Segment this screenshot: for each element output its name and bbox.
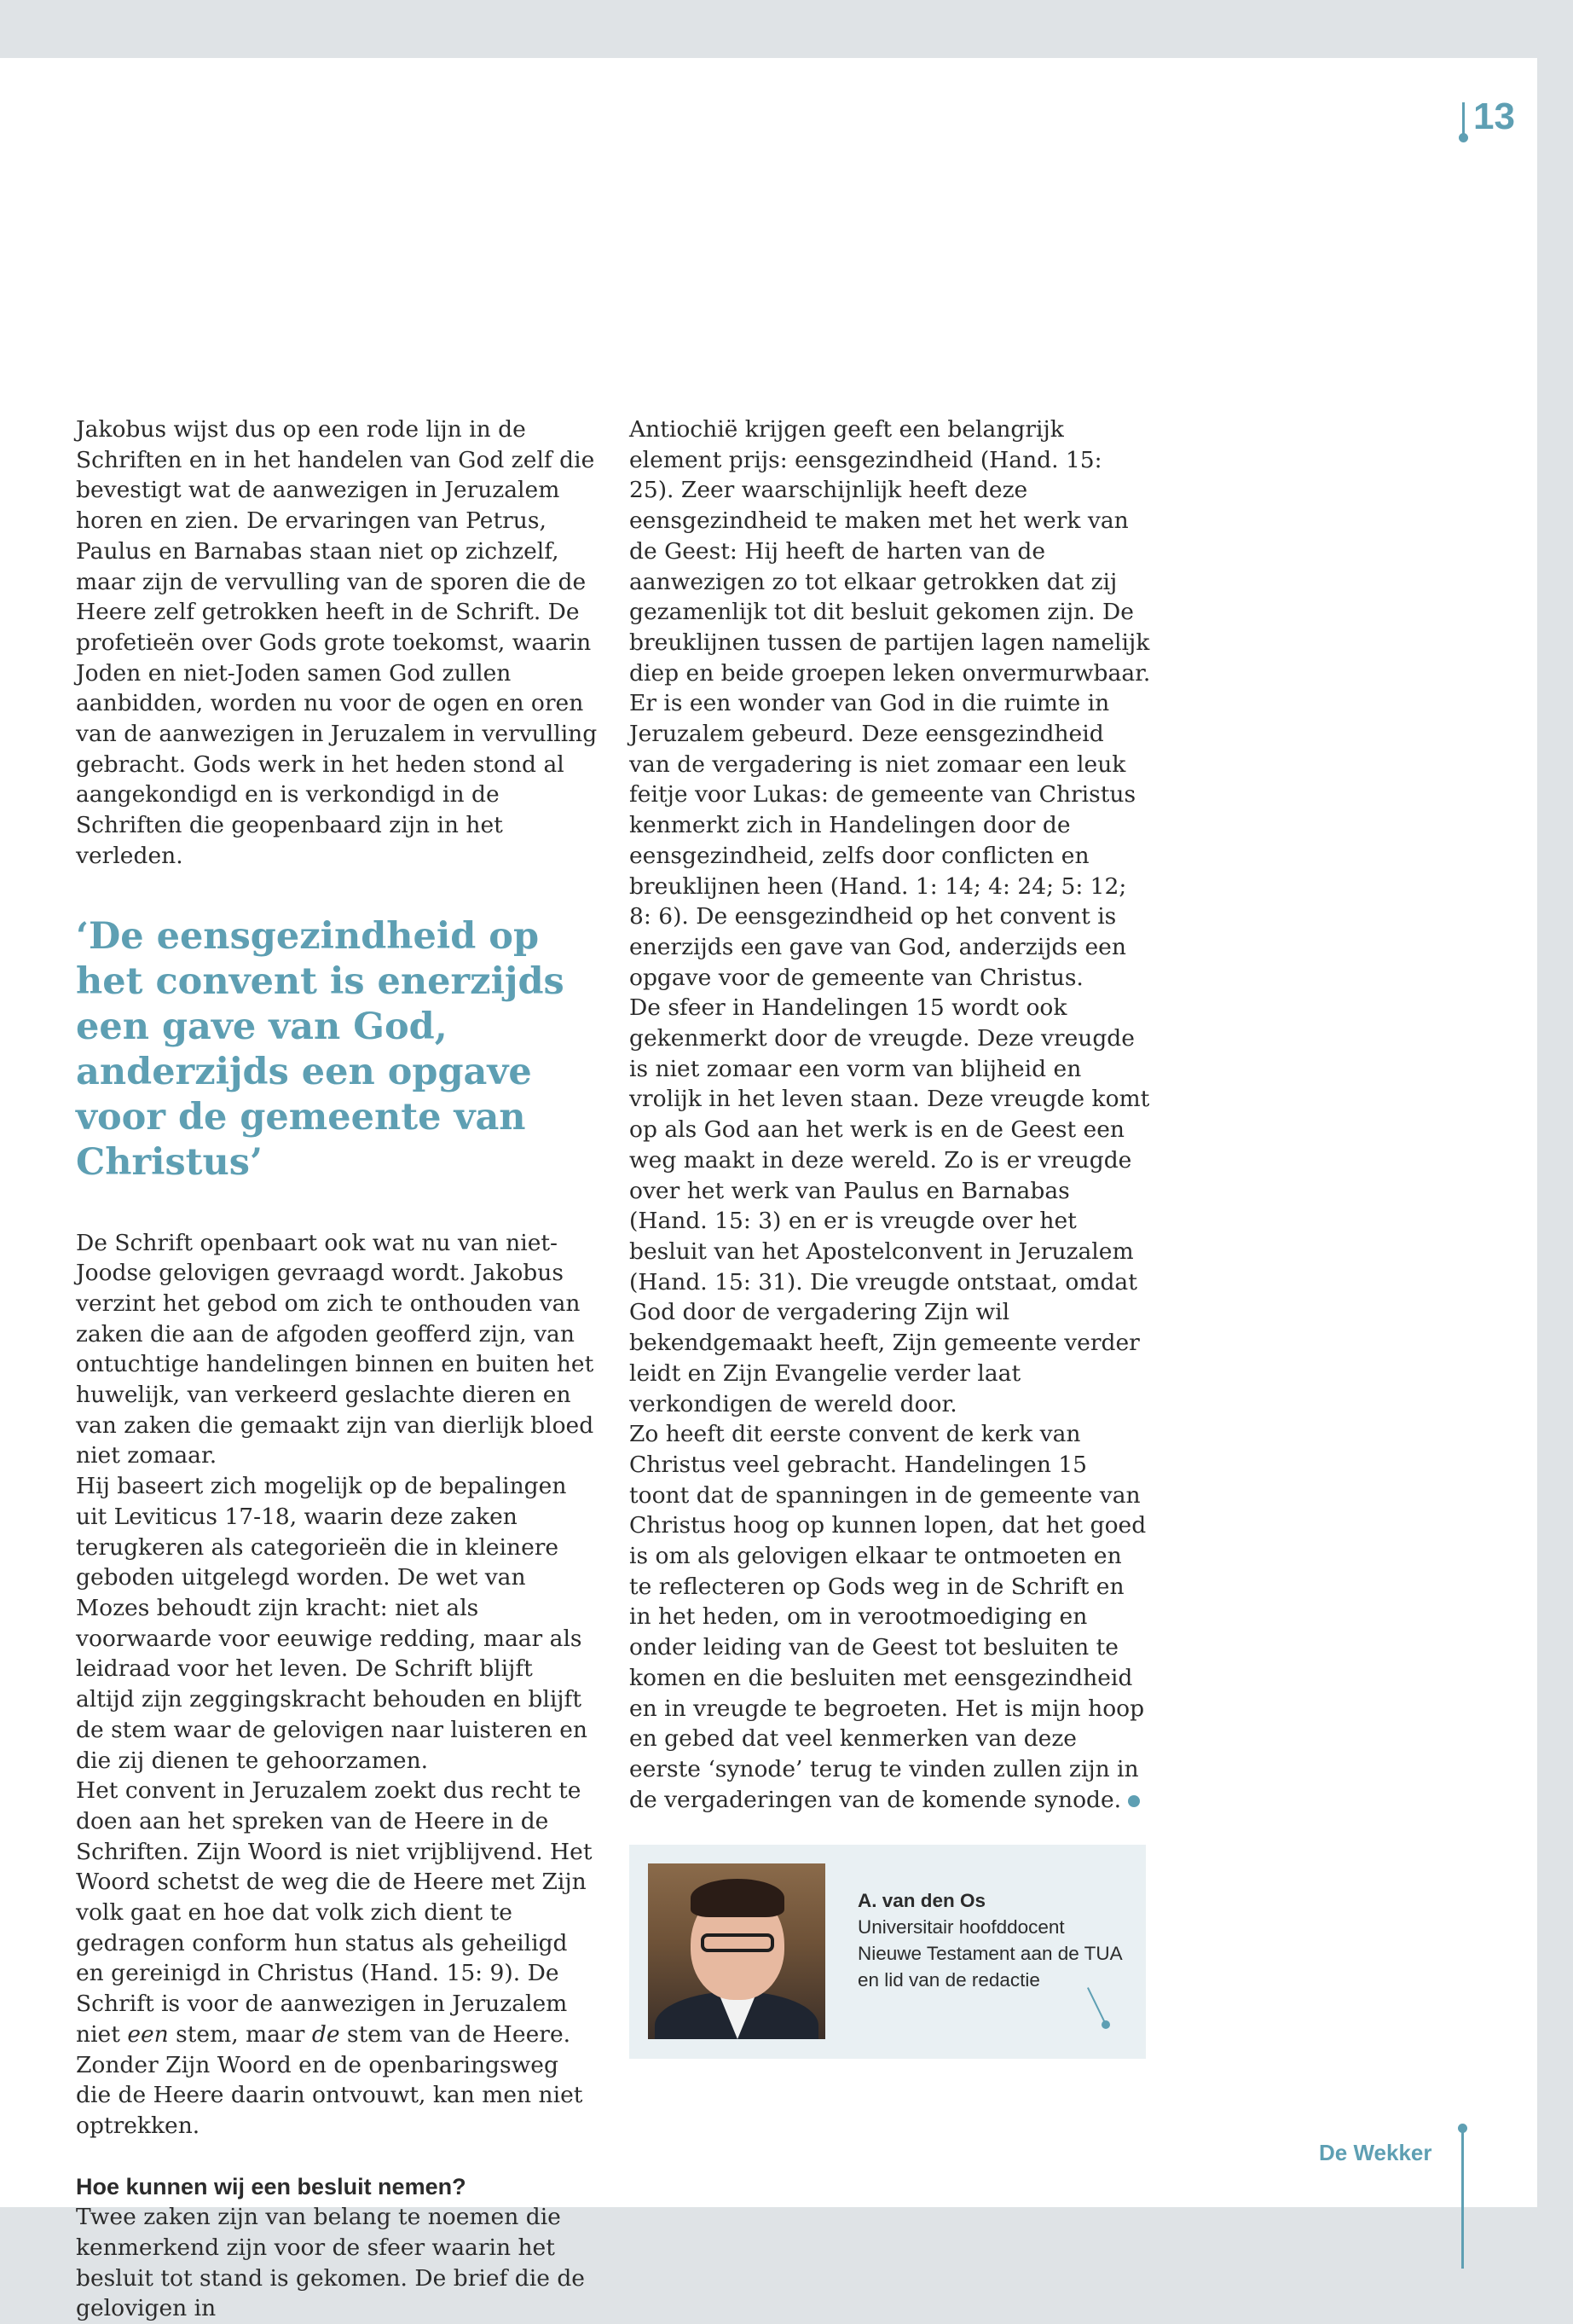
author-photo <box>648 1863 825 2039</box>
body-paragraph: Jakobus wijst dus op een rode lijn in de Schriften en in het handelen van God zelf die bevestigt wat de aanwezigen in Jeruzalem horen en zien. De ervaringen van Petrus, Paulus en Barnabas staan niet op zichzelf, maar zijn de vervulling van de sporen die de Heere zelf getrokken heeft in de Schrift. De profetieën over Gods grote toekomst, waarin Joden en niet-Joden samen God zullen aanbidden, worden nu voor de ogen en oren van de aanwezigen in Jeruzalem in vervulling gebracht. Gods werk in het heden stond al aangekondigd en is verkondigd in de Schriften die geopenbaard zijn in het verleden. <box>76 416 598 869</box>
body-paragraph: Antiochië krijgen geeft een belangrijk element prijs: eensgezindheid (Hand. 15: 25). Zeer waarschijnlijk heeft deze eensgezindheid te maken met het werk van de Geest: Hij heeft de harten van de aanwezigen zo tot elkaar getrokken dat zij gezamenlijk tot dit besluit gekomen zijn. De breuklijnen tussen de partijen lagen namelijk diep en beide groepen leken onvermurwbaar. Er is een wonder van God in die ruimte in Jeruzalem gebeurd. Deze eensgezindheid van de vergadering is niet zomaar een leuk feitje voor Lukas: de gemeente van Christus kenmerkt zich in Handelingen door de eensgezindheid, zelfs door conflicten en breuklijnen heen (Hand. 1: 14; 4: 24; 5: 12; 8: 6). De eensgezindheid op het convent is enerzijds een gave van God, anderzijds een opgave voor de gemeente van Christus. <box>629 416 1151 991</box>
body-paragraph: Hij baseert zich mogelijk op de bepalingen uit Leviticus 17-18, waarin deze zaken terugkeren als categorieën die in kleinere geboden uitgelegd worden. De wet van Mozes behoudt zijn kracht: niet als voorwaarde voor eeuwige redding, maar als leidraad voor het leven. De Schrift blijft altijd zijn zeggingskracht behouden en blijft de stem waar de gelovigen naar luisteren en die zij dienen te gehoorzamen. <box>76 1473 587 1774</box>
body-paragraph: De sfeer in Handelingen 15 wordt ook gekenmerkt door de vreugde. Deze vreugde is niet zomaar een vorm van blijheid en vrolijk in het leven staan. Deze vreugde komt op als God aan het werk is en de Geest een weg maakt in deze wereld. Zo is er vreugde over het werk van Paulus en Barnabas (Hand. 15: 3) en er is vreugde over het besluit van het Apostelconvent in Jeruzalem (Hand. 15: 31). Die vreugde ontstaat, omdat God door de vergadering Zijn wil bekendgemaakt heeft, Zijn gemeente verder leidt en Zijn Evangelie verder laat verkondigen de wereld door. <box>629 994 1150 1417</box>
emphasis: een <box>127 2020 169 2048</box>
decorative-dot <box>1102 2020 1110 2029</box>
page-number-dot <box>1459 133 1468 142</box>
body-paragraph: De Schrift openbaart ook wat nu van niet-Joodse gelovigen gevraagd wordt. Jakobus verzint het gebod om zich te onthouden van zaken die aan de afgoden geofferd zijn, van ontuchtige handelingen binnen en buiten het huwelijk, van verkeerd geslachte dieren en van zaken die gemaakt zijn van dierlijk bloed niet zomaar. <box>76 1229 594 1469</box>
footer-rule <box>1461 2130 1464 2269</box>
emphasis: de <box>311 2020 340 2048</box>
author-name: A. van den Os <box>858 1890 986 1911</box>
author-box <box>629 1845 1146 2059</box>
author-role: Universitair hoofddocent Nieuwe Testament aan de TUA en lid van de redactie <box>858 1916 1122 1991</box>
body-paragraph: Zo heeft dit eerste convent de kerk van Christus veel gebracht. Handelingen 15 toont dat de spanningen in de gemeente van Christus hoog op kunnen lopen, dat het goed is om als gelovigen elkaar te ontmoeten en te reflecteren op Gods weg in de Schrift en in het heden, om in verootmoediging en onder leiding van de Geest tot besluiten te komen en die besluiten met eensgezindheid en in vreugde te begroeten. Het is mijn hoop en gebed dat veel kenmerken van deze eerste ‘synode’ terug te vinden zullen zijn in de vergaderingen van de komende synode. <box>629 1421 1147 1813</box>
pull-quote: ‘De eensgezindheid op het convent is enerzijds een gave van God, anderzijds een opgave voor de gemeente van Christus’ <box>76 914 564 1184</box>
body-paragraph: Twee zaken zijn van belang te noemen die kenmerkend zijn voor de sfeer waarin het besluit tot stand is gekomen. De brief die de gelovigen in <box>76 2204 585 2322</box>
left-column <box>76 414 598 2324</box>
publication-name: De Wekker <box>1319 2140 1432 2165</box>
body-paragraph: Het convent in Jeruzalem zoekt dus recht te doen aan het spreken van de Heere in de Schriften. Zijn Woord is niet vrijblijvend. Het Woord schetst de weg die de Heere met Zijn volk gaat en hoe dat volk zich dient te gedragen conform hun status als geheiligd en gereinigd in Christus (Hand. 15: 9). De Schrift is voor de aanwezigen in Jeruzalem niet een stem, maar de stem van de Heere. Zonder Zijn Woord en de openbaringsweg die de Heere daarin ontvouwt, kan men niet optrekken. <box>76 1777 593 2139</box>
page-number-rule <box>1462 102 1465 136</box>
section-subheading: Hoe kunnen wij een besluit nemen? <box>76 2173 466 2199</box>
right-column <box>629 414 1151 1815</box>
page-number: 13 <box>1473 96 1515 137</box>
end-mark-dot <box>1128 1795 1140 1807</box>
